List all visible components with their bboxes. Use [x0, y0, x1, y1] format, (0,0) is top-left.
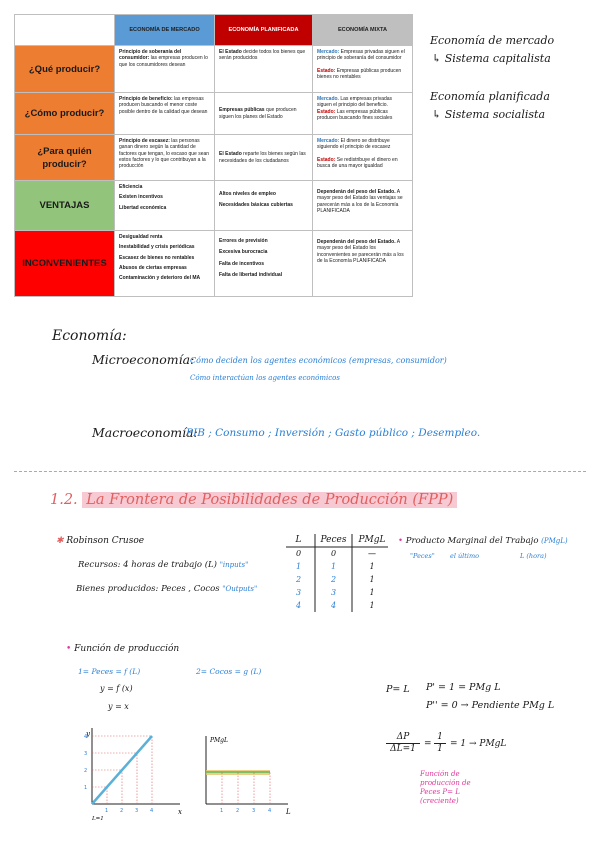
list-item: Altos niveles de empleo — [219, 191, 276, 197]
pink-line: producción de — [420, 779, 471, 787]
cell-bold: Principio de soberanía del consumidor: — [119, 49, 182, 62]
pml-cell-pmgl: 1 — [369, 575, 375, 584]
pml-cell-peces: 0 — [330, 549, 337, 558]
pml-note-title — [398, 536, 568, 546]
x-tick-label: 1 — [105, 808, 109, 814]
table-row — [15, 93, 413, 135]
pml-row — [282, 599, 392, 612]
pml-table-content — [282, 532, 392, 612]
mercado-tag: Mercado: — [317, 138, 340, 144]
cell-mercado — [115, 181, 215, 231]
pml-cell-peces: 1 — [330, 562, 337, 571]
list-item: Falta de libertad individual — [219, 271, 283, 278]
frac-rest: = 1 → PMgL — [450, 739, 507, 749]
bullet-icon: • — [398, 536, 406, 546]
funcion-eq2: 2= Cocos = g (L) — [196, 667, 262, 676]
pmgl-graph — [196, 730, 296, 820]
x-tick-label: 4 — [268, 808, 272, 814]
note-sistema-socialista — [432, 108, 545, 121]
funcion-eq4: y = x — [108, 702, 129, 711]
economia-title: Economía: — [52, 328, 127, 344]
list-item: Excesiva burocracia — [219, 249, 268, 256]
cell-mercado — [115, 93, 215, 135]
funcion-eq3: y = f (x) — [100, 684, 133, 693]
cell-text: A mayor peso del Estado las ventajas se parecerán más a los de la Economía PLANIFICADA — [317, 189, 403, 214]
note-economia-planificada: Economía planificada — [430, 90, 550, 103]
header-empty-cell — [15, 15, 115, 46]
note-sistema-capitalista — [432, 52, 551, 65]
x-tick-label: 2 — [236, 808, 240, 814]
cell-text: Empresas privadas siguen el principio de soberanía del consumidor — [317, 49, 405, 62]
cell-text: Se redistribuye el dinero en busca de una mayor igualdad — [317, 156, 398, 170]
list-item: Existen incentivos — [119, 194, 163, 201]
note-text: Sistema socialista — [444, 108, 545, 121]
cell-text: que producen siguen los planes del Estado — [219, 107, 297, 120]
pink-line: Peces P= L — [420, 788, 460, 796]
list-item: Contaminación y deterioro del MA — [119, 275, 201, 282]
x-tick-label: 3 — [135, 808, 139, 814]
mercado-tag: Mercado: — [317, 49, 340, 55]
list-item: Necesidades básicas cubiertas — [219, 202, 293, 209]
macro-text: PIB ; Consumo ; Inversión ; Gasto público ; Desempleo. — [186, 427, 481, 439]
estado-tag: Estado: — [317, 67, 336, 74]
production-function-graph — [78, 722, 188, 822]
x-label: L — [286, 808, 291, 816]
pml-header-l: L — [295, 534, 302, 545]
pml-header-pmgl: PMgL — [358, 534, 386, 545]
pml-cell-pmgl: 1 — [369, 601, 375, 610]
pml-cell-pmgl: 1 — [369, 562, 375, 571]
x-ticks — [220, 808, 271, 814]
frac2-den: 1 — [434, 743, 446, 754]
cell-mercado — [115, 135, 215, 181]
pml-cell-peces: 4 — [330, 601, 337, 610]
estado-tag: Estado: — [317, 108, 336, 115]
section-divider — [14, 471, 586, 472]
cell-bold: El Estado — [219, 49, 242, 55]
cell-text: las empresas producen lo que los consumidores desean — [119, 55, 208, 68]
cell-mixta — [313, 46, 413, 93]
cell-bold: Principio de beneficio: — [119, 96, 173, 102]
funcion-title — [66, 644, 179, 654]
bottom-label: L=1 — [92, 816, 104, 822]
cell-text: reparte los bienes según las necesidades de los ciudadanos — [219, 151, 306, 164]
pml-cell-pmgl: 1 — [369, 588, 375, 597]
pml-row — [282, 586, 392, 599]
bienes-label: Bienes producidos: — [76, 584, 159, 594]
bullet-icon: • — [66, 644, 75, 654]
pml-cell-l: 0 — [295, 549, 302, 558]
recursos-text: 4 horas de trabajo (L) — [123, 560, 217, 570]
list-item: Desigualdad renta — [119, 234, 163, 240]
section-number: 1.2. — [50, 492, 78, 508]
estado-tag: Estado: — [317, 156, 336, 163]
header-mercado: ECONOMÍA DE MERCADO — [115, 15, 215, 46]
cell-bold: Principio de escasez: — [119, 138, 170, 144]
micro-text-1: Cómo deciden los agentes económicos (empresas, consumidor) — [190, 356, 447, 365]
pml-header — [282, 532, 392, 547]
x-tick-label: 4 — [150, 808, 154, 814]
robinson-text: Robinson Crusoe — [66, 536, 145, 546]
x-tick-label: 2 — [120, 808, 124, 814]
cell-mixta — [313, 181, 413, 231]
arrow-icon: ↳ — [432, 108, 445, 121]
header-mixta: ECONOMÍA MIXTA — [313, 15, 413, 46]
economic-systems-table — [14, 14, 413, 297]
equals-sign: = — [424, 739, 432, 749]
cell-mixta — [313, 231, 413, 297]
table-row-ventajas — [15, 181, 413, 231]
pml-note-text: Producto Marginal del Trabajo — [405, 536, 539, 546]
recursos-line — [78, 560, 248, 570]
list-item: Eficiencia — [119, 184, 143, 190]
table-row — [15, 135, 413, 181]
bienes-tag: "Outputs" — [222, 585, 258, 593]
pml-row — [282, 560, 392, 573]
cell-text: A mayor peso del Estado los inconvenientes se parecerán más a los de la Economía PLANIFICADA — [317, 239, 404, 264]
guide-lines — [222, 772, 270, 804]
cell-text: las empresas producen buscando el menor coste posible dentro de la calidad que desean — [119, 96, 208, 115]
recursos-label: Recursos: — [78, 560, 121, 570]
table-row — [15, 46, 413, 93]
pml-cell-peces: 3 — [330, 588, 337, 597]
funcion-text: Función de producción — [74, 644, 180, 654]
pml-note-abbr: (PMgL) — [541, 537, 568, 545]
table-row-inconvenientes — [15, 231, 413, 297]
list-item: Falta de incentivos — [219, 260, 265, 267]
pml-cell-l: 1 — [295, 562, 302, 571]
frac-1 — [386, 732, 420, 754]
x-tick-label: 3 — [252, 808, 256, 814]
cell-bold: El Estado — [219, 151, 242, 158]
note-economia-mercado: Economía de mercado — [430, 34, 555, 47]
cell-mixta — [313, 93, 413, 135]
robinson-title — [56, 536, 144, 546]
y-tick-label: 3 — [84, 751, 88, 757]
pink-line: (creciente) — [420, 797, 459, 805]
section-heading: La Frontera de Posibilidades de Producción (FPP) — [82, 492, 457, 508]
y-tick-label: 1 — [84, 785, 88, 791]
cell-text: Las empresas privadas siguen el principio del beneficio. — [317, 96, 393, 109]
deriv-eq1a: P= L — [386, 684, 410, 695]
cell-bold: Empresas públicas — [219, 107, 265, 114]
cell-text: Empresas públicas producen bienes no rentables — [317, 67, 402, 81]
cell-bold: Dependerán del peso del Estado. — [317, 189, 396, 195]
pml-rows — [282, 547, 392, 612]
y-tick-label: 4 — [84, 734, 88, 740]
funcion-eq1: 1= Peces = f (L) — [78, 667, 141, 676]
x-tick-label: 1 — [220, 808, 224, 814]
y-label: y — [86, 730, 90, 738]
pml-note-sub2: el último — [450, 552, 480, 560]
micro-text-2: Cómo interactúan los agentes económicos — [190, 374, 340, 382]
pml-cell-l: 3 — [295, 588, 302, 597]
pink-note — [420, 770, 471, 806]
row-label: ¿Para quién producir? — [15, 135, 115, 181]
list-item: Abusos de ciertas empresas — [119, 264, 187, 271]
bienes-text: Peces , Cocos — [161, 584, 220, 594]
list-item: Escasez de bienes no rentables — [119, 254, 195, 261]
bullet-icon: ✱ — [56, 536, 67, 546]
recursos-tag: "inputs" — [219, 561, 249, 569]
cell-bold: Dependerán del peso del Estado. — [317, 239, 396, 245]
pml-cell-peces: 2 — [330, 575, 337, 584]
pml-row — [282, 547, 392, 560]
row-label: ¿Cómo producir? — [15, 93, 115, 135]
macro-label: Macroeconomía: — [92, 425, 198, 440]
deriv-eq1b: P' = 1 = PMg L — [426, 682, 501, 693]
frac-den: ΔL=1 — [386, 743, 420, 754]
pml-header-peces: Peces — [320, 534, 347, 545]
cell-mercado — [115, 231, 215, 297]
bienes-line — [76, 584, 257, 594]
pml-note-sub3: L (hora) — [520, 552, 547, 560]
frac2-num: 1 — [437, 732, 443, 742]
cell-planificada — [215, 231, 313, 297]
cell-mixta — [313, 135, 413, 181]
pml-note-sub1: "Peces" — [410, 552, 435, 560]
pml-cell-l: 2 — [295, 575, 302, 584]
cell-mercado — [115, 46, 215, 93]
cell-text: decide todos los bienes que serán producidos — [219, 49, 306, 62]
cell-planificada — [215, 181, 313, 231]
note-text: Sistema capitalista — [444, 52, 551, 65]
cell-text: Las empresas públicas producen buscando fines sociales — [317, 108, 393, 121]
pml-cell-l: 4 — [295, 601, 302, 610]
row-label: INCONVENIENTES — [15, 231, 115, 297]
x-label: x — [178, 808, 182, 816]
cell-planificada — [215, 46, 313, 93]
pml-cell-pmgl: — — [368, 549, 376, 558]
frac-num: ΔP — [396, 732, 410, 742]
list-item: Inestabilidad y crisis periódicas — [119, 244, 195, 251]
y-label: PMgL — [210, 737, 229, 744]
list-item: Libertad económica — [119, 204, 167, 211]
pml-row — [282, 573, 392, 586]
arrow-icon: ↳ — [432, 52, 445, 65]
table-header-row — [15, 15, 413, 46]
micro-label: Microeconomía: — [92, 352, 195, 367]
mercado-tag: Mercado. — [317, 96, 339, 102]
cell-text: las personas ganan dinero según la cantidad de factores que tengan, lo escaso que sean estos factores y lo que contribuyan a la producción — [119, 138, 210, 170]
cell-planificada — [215, 135, 313, 181]
row-label: VENTAJAS — [15, 181, 115, 231]
y-tick-label: 2 — [84, 768, 88, 774]
cell-text: El dinero se distribuye siguiendo el principio de escasez — [317, 138, 391, 151]
row-label: ¿Qué producir? — [15, 46, 115, 93]
list-item: Errores de previsión — [219, 238, 268, 244]
pink-line: Función de — [420, 770, 460, 778]
deriv-eq2: P'' = 0 → Pendiente PMg L — [426, 700, 555, 711]
frac-2 — [434, 732, 446, 754]
section-title — [50, 492, 457, 508]
cell-planificada — [215, 93, 313, 135]
header-planificada: ECONOMÍA PLANIFICADA — [215, 15, 313, 46]
